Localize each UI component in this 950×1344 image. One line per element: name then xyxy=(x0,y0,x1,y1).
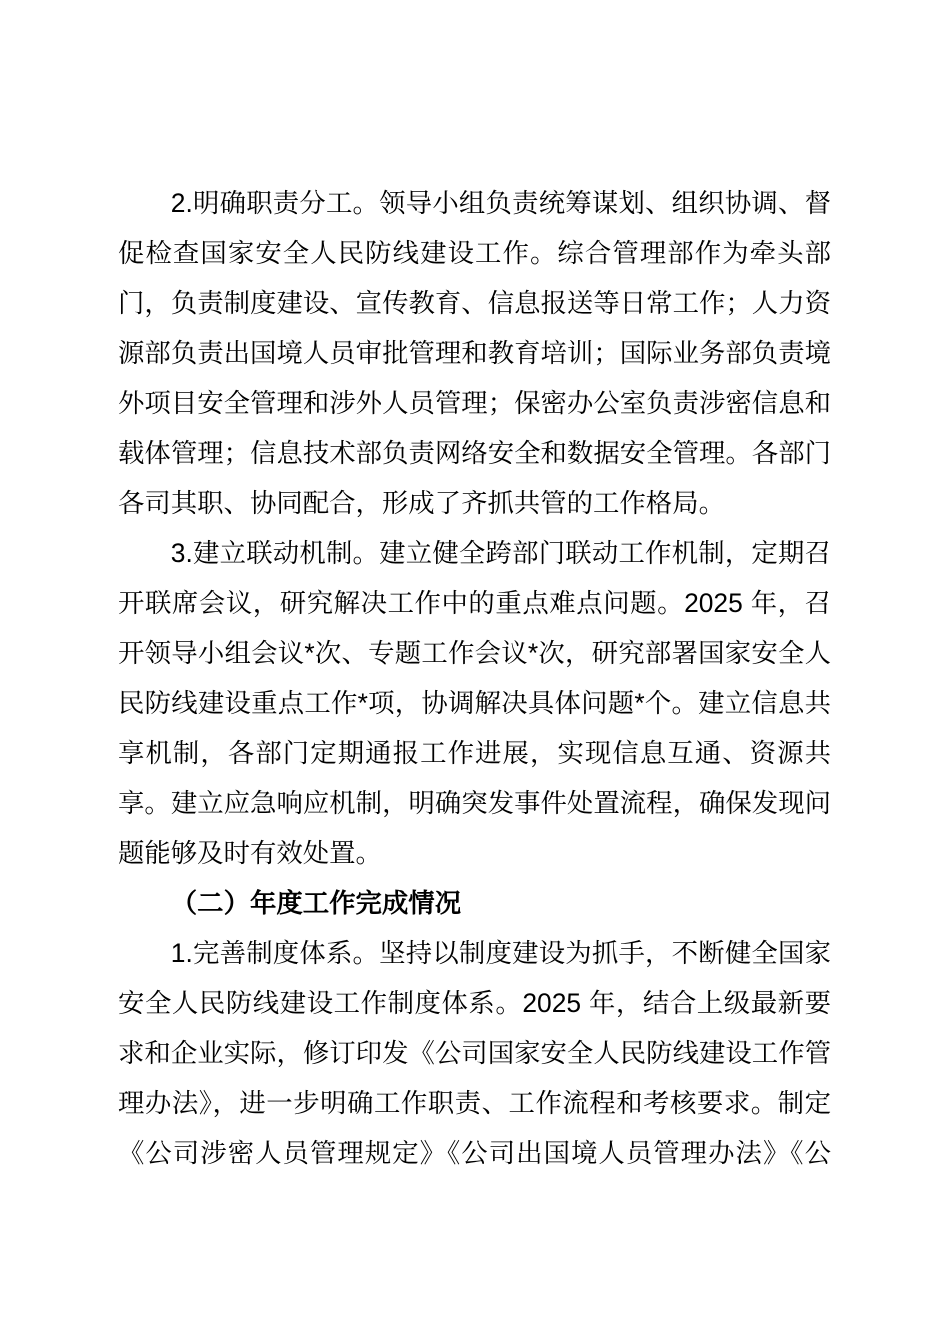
text-line: 1.完善制度体系。坚持以制度建设为抓手，不断健全国家 xyxy=(170,938,831,968)
text-line: 开联席会议，研究解决工作中的重点难点问题。2025 年，召 xyxy=(118,588,831,618)
section-heading: （二）年度工作完成情况 xyxy=(170,888,462,918)
document-body xyxy=(118,178,831,1178)
text-line: 3.建立联动机制。建立健全跨部门联动工作机制，定期召 xyxy=(170,538,831,568)
text-line: 促检查国家安全人民防线建设工作。综合管理部作为牵头部 xyxy=(118,238,831,268)
text-line: 求和企业实际，修订印发《公司国家安全人民防线建设工作管 xyxy=(118,1038,831,1068)
text-line: 题能够及时有效处置。 xyxy=(118,838,382,868)
text-line: 民防线建设重点工作*项，协调解决具体问题*个。建立信息共 xyxy=(118,688,831,718)
text-line: 享机制，各部门定期通报工作进展，实现信息互通、资源共 xyxy=(118,738,831,768)
text-line: 《公司涉密人员管理规定》《公司出国境人员管理办法》《公 xyxy=(118,1138,831,1168)
text-line: 载体管理；信息技术部负责网络安全和数据安全管理。各部门 xyxy=(118,438,831,468)
text-line: 开领导小组会议*次、专题工作会议*次，研究部署国家安全人 xyxy=(118,638,831,668)
text-line: 门，负责制度建设、宣传教育、信息报送等日常工作；人力资 xyxy=(118,288,831,318)
text-line: 2.明确职责分工。领导小组负责统筹谋划、组织协调、督 xyxy=(170,188,831,218)
text-line: 源部负责出国境人员审批管理和教育培训；国际业务部负责境 xyxy=(118,338,831,368)
text-line: 外项目安全管理和涉外人员管理；保密办公室负责涉密信息和 xyxy=(118,388,831,418)
text-line: 理办法》，进一步明确工作职责、工作流程和考核要求。制定 xyxy=(118,1088,831,1118)
text-line: 享。建立应急响应机制，明确突发事件处置流程，确保发现问 xyxy=(118,788,831,818)
text-line: 各司其职、协同配合，形成了齐抓共管的工作格局。 xyxy=(118,488,725,518)
text-line: 安全人民防线建设工作制度体系。2025 年，结合上级最新要 xyxy=(118,988,831,1018)
